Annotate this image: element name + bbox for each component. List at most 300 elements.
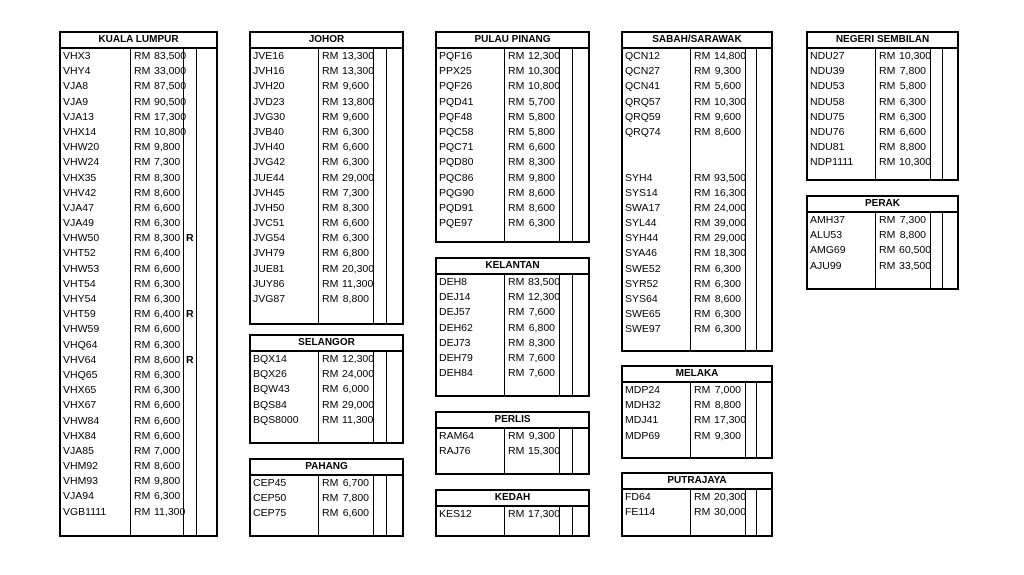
price: 13,800: [342, 95, 375, 108]
currency-label: RM: [134, 308, 151, 321]
plate-number: FE114: [625, 506, 656, 519]
price: 17,300: [528, 508, 561, 520]
plate-number: QCN12: [625, 50, 661, 62]
plate-number: SYS64: [625, 293, 658, 305]
plate-number: PQD80: [439, 156, 474, 169]
plate-row: [61, 186, 216, 201]
plate-number: SYS14: [625, 186, 658, 199]
price: 93,500: [714, 171, 747, 184]
section-perlis: [435, 411, 590, 475]
plate-row: [437, 64, 588, 79]
plate-row: [61, 201, 216, 216]
currency-label: RM: [134, 429, 151, 442]
price: 6,300: [154, 217, 181, 230]
plate-row: [251, 506, 402, 521]
plate-row: [623, 186, 771, 201]
plate-row: [437, 95, 588, 110]
plate-row: [808, 259, 957, 274]
plate-row: [61, 64, 216, 79]
section-title: PUTRAJAYA: [623, 474, 771, 490]
currency-label: RM: [508, 367, 525, 380]
currency-label: RM: [694, 384, 711, 396]
plate-row: [808, 64, 957, 79]
currency-label: RM: [134, 50, 151, 62]
plate-row: [61, 489, 216, 504]
plate-number: PPX25: [439, 65, 472, 78]
plate-number: VJA85: [63, 444, 94, 457]
currency-label: RM: [694, 186, 711, 199]
plate-number: VGB1111: [63, 505, 107, 518]
plate-number: VJA49: [63, 217, 94, 230]
currency-label: RM: [322, 277, 339, 290]
plate-row: [251, 79, 402, 94]
plate-row: [251, 201, 402, 216]
currency-label: RM: [322, 413, 339, 426]
price: 6,400: [154, 247, 181, 260]
currency-label: RM: [508, 95, 525, 108]
price: 8,600: [528, 186, 555, 199]
currency-label: RM: [694, 506, 711, 519]
plate-row: [251, 352, 402, 367]
currency-label: RM: [508, 156, 525, 169]
plate-row: [251, 246, 402, 261]
plate-row: [437, 125, 588, 140]
currency-label: RM: [134, 414, 151, 427]
plate-number: VHT54: [63, 277, 96, 290]
plate-row: [623, 383, 771, 398]
currency-label: RM: [879, 80, 896, 93]
price: 15,300: [528, 445, 561, 458]
blank-row: [623, 140, 771, 155]
section-title: KEDAH: [437, 491, 588, 507]
plate-row: [61, 246, 216, 261]
plate-row: [61, 474, 216, 489]
price: 9,600: [714, 110, 741, 123]
plate-number: VHW84: [63, 414, 100, 427]
currency-label: RM: [694, 232, 711, 245]
plate-row: [437, 366, 588, 381]
section-johor: [249, 31, 404, 325]
plate-number: BQS8000: [253, 413, 299, 426]
price: 7,300: [342, 186, 369, 199]
section-title: NEGERI SEMBILAN: [808, 33, 957, 49]
price: 33,000: [154, 65, 187, 78]
price: 6,300: [714, 277, 741, 290]
plate-row: [61, 338, 216, 353]
plate-row: [437, 186, 588, 201]
currency-label: RM: [134, 171, 151, 184]
plate-row: [61, 444, 216, 459]
reserved-flag: R: [186, 353, 194, 366]
currency-label: RM: [134, 125, 151, 138]
section-kedah: [435, 489, 590, 537]
plate-row: [437, 305, 588, 320]
currency-label: RM: [694, 50, 711, 62]
plate-row: [61, 459, 216, 474]
price: 8,300: [528, 156, 555, 169]
currency-label: RM: [322, 368, 339, 381]
section-title: SABAH/SARAWAK: [623, 33, 771, 49]
price: 6,300: [154, 490, 181, 503]
plate-row: [623, 413, 771, 428]
price: 13,300: [342, 65, 375, 78]
plate-number: CEP75: [253, 507, 287, 520]
plate-row: [623, 79, 771, 94]
plate-row: [623, 110, 771, 125]
currency-label: RM: [322, 477, 339, 489]
currency-label: RM: [694, 171, 711, 184]
currency-label: RM: [322, 141, 339, 154]
plate-row: [61, 383, 216, 398]
price: 9,300: [528, 430, 555, 442]
plate-row: [623, 216, 771, 231]
currency-label: RM: [694, 262, 711, 275]
plate-number: JVD23: [253, 95, 285, 108]
price: 9,800: [154, 141, 181, 154]
currency-label: RM: [134, 156, 151, 169]
currency-label: RM: [134, 232, 151, 245]
price: 7,600: [528, 367, 555, 380]
plate-row: [61, 125, 216, 140]
price: 8,800: [899, 229, 926, 242]
price: 5,800: [899, 80, 926, 93]
plate-number: QRQ57: [625, 95, 661, 108]
currency-label: RM: [508, 65, 525, 78]
section-pulau-pinang: [435, 31, 590, 243]
plate-number: VHT52: [63, 247, 96, 260]
currency-label: RM: [322, 217, 339, 230]
plate-number: DEH8: [439, 276, 468, 288]
plate-number: DEH79: [439, 351, 473, 364]
price: 8,800: [899, 141, 926, 154]
plate-number: VHV42: [63, 186, 97, 199]
plate-number: VHW53: [63, 262, 100, 275]
price: 6,300: [154, 368, 181, 381]
plate-row: [437, 110, 588, 125]
plate-number: VJA8: [63, 80, 89, 93]
plate-number: AMG69: [810, 244, 846, 257]
plate-number: DEH84: [439, 367, 473, 380]
price: 5,700: [528, 95, 555, 108]
currency-label: RM: [694, 277, 711, 290]
plate-number: NDU81: [810, 141, 845, 154]
plate-row: [61, 231, 216, 246]
price: 7,300: [899, 214, 926, 226]
price: 16,300: [714, 186, 747, 199]
price: 7,300: [154, 156, 181, 169]
price: 8,300: [154, 171, 181, 184]
plate-row: [61, 140, 216, 155]
plate-number: VJA13: [63, 110, 94, 123]
price: 5,800: [528, 125, 555, 138]
plate-row: [808, 228, 957, 243]
currency-label: RM: [508, 336, 525, 349]
plate-number: JVG30: [253, 110, 286, 123]
plate-number: VHX84: [63, 429, 97, 442]
plate-row: [623, 231, 771, 246]
currency-label: RM: [322, 186, 339, 199]
price: 33,500: [899, 259, 932, 272]
currency-label: RM: [508, 508, 525, 520]
plate-number: VHW24: [63, 156, 100, 169]
currency-label: RM: [694, 414, 711, 427]
currency-label: RM: [508, 110, 525, 123]
plate-row: [623, 307, 771, 322]
plate-number: VHX67: [63, 399, 97, 412]
plate-number: DEJ57: [439, 306, 471, 319]
plate-row: [808, 140, 957, 155]
plate-row: [623, 262, 771, 277]
currency-label: RM: [694, 323, 711, 336]
currency-label: RM: [694, 80, 711, 93]
plate-number: DEJ73: [439, 336, 471, 349]
currency-label: RM: [879, 50, 896, 62]
plate-row: [61, 110, 216, 125]
price: 24,000: [714, 201, 747, 214]
plate-number: NDU27: [810, 50, 845, 62]
price: 8,600: [714, 293, 741, 305]
price: 90,500: [154, 95, 187, 108]
currency-label: RM: [508, 80, 525, 93]
plate-number: JUY86: [253, 277, 285, 290]
price: 60,500: [899, 244, 932, 257]
currency-label: RM: [508, 321, 525, 334]
plate-number: VJA9: [63, 95, 89, 108]
plate-number: BQX26: [253, 368, 287, 381]
price: 6,600: [154, 262, 181, 275]
plate-row: [623, 277, 771, 292]
plate-row: [623, 246, 771, 261]
plate-number: PQE97: [439, 217, 473, 230]
price: 6,700: [342, 477, 369, 489]
currency-label: RM: [322, 232, 339, 245]
plate-number: PQD91: [439, 201, 474, 214]
section-kelantan: [435, 257, 590, 397]
price: 6,300: [154, 293, 181, 305]
plate-number: JVG54: [253, 232, 286, 245]
plate-row: [623, 505, 771, 520]
currency-label: RM: [322, 247, 339, 260]
price: 18,300: [714, 247, 747, 260]
price: 20,300: [342, 262, 375, 275]
currency-label: RM: [134, 277, 151, 290]
plate-row: [61, 155, 216, 170]
plate-number: MDJ41: [625, 414, 659, 427]
plate-number: PQC86: [439, 171, 474, 184]
plate-number: SWA17: [625, 201, 661, 214]
currency-label: RM: [508, 351, 525, 364]
price: 6,300: [154, 384, 181, 397]
price: 5,800: [528, 110, 555, 123]
plate-row: [623, 95, 771, 110]
price: 9,800: [528, 171, 555, 184]
plate-row: [437, 155, 588, 170]
plate-row: [437, 49, 588, 64]
currency-label: RM: [322, 156, 339, 169]
plate-number: NDU58: [810, 95, 845, 108]
currency-label: RM: [134, 475, 151, 488]
price: 14,800: [714, 50, 747, 62]
currency-label: RM: [879, 95, 896, 108]
plate-row: [61, 95, 216, 110]
currency-label: RM: [879, 259, 896, 272]
plate-number: NDU75: [810, 110, 845, 123]
price: 9,600: [342, 110, 369, 123]
plate-row: [61, 429, 216, 444]
price: 6,000: [342, 383, 369, 396]
section-title: MELAKA: [623, 367, 771, 383]
price: 5,600: [714, 80, 741, 93]
plate-row: [437, 321, 588, 336]
plate-number: QCN41: [625, 80, 661, 93]
plate-number: QRQ74: [625, 125, 661, 138]
plate-number: VHT59: [63, 308, 96, 321]
plate-number: QCN27: [625, 65, 661, 78]
plate-number: PQF26: [439, 80, 473, 93]
currency-label: RM: [694, 65, 711, 78]
plate-row: [251, 125, 402, 140]
section-title: KUALA LUMPUR: [61, 33, 216, 49]
section-title: PAHANG: [251, 460, 402, 476]
price: 12,300: [528, 291, 561, 304]
price: 6,600: [528, 141, 555, 154]
price: 8,600: [154, 353, 181, 366]
price: 13,300: [342, 50, 375, 62]
currency-label: RM: [322, 398, 339, 411]
currency-label: RM: [134, 110, 151, 123]
plate-number: CEP45: [253, 477, 287, 489]
plate-row: [623, 49, 771, 64]
price: 12,300: [528, 50, 561, 62]
plate-row: [61, 292, 216, 307]
plate-row: [437, 336, 588, 351]
currency-label: RM: [322, 353, 339, 365]
currency-label: RM: [879, 141, 896, 154]
section-negeri-sembilan: [806, 31, 959, 181]
plate-number: MDP69: [625, 429, 661, 442]
plate-number: PQC58: [439, 125, 474, 138]
plate-row: [61, 277, 216, 292]
price: 8,800: [714, 399, 741, 412]
price: 6,300: [154, 277, 181, 290]
plate-row: [623, 490, 771, 505]
section-title: JOHOR: [251, 33, 402, 49]
plate-row: [251, 171, 402, 186]
section-melaka: [621, 365, 773, 459]
plate-number: JVG87: [253, 293, 286, 305]
plate-number: SWE65: [625, 308, 661, 321]
plate-row: [437, 290, 588, 305]
price: 7,600: [528, 306, 555, 319]
plate-row: [437, 171, 588, 186]
section-selangor: [249, 334, 404, 444]
plate-number: NDU76: [810, 125, 845, 138]
currency-label: RM: [134, 384, 151, 397]
plate-row: [251, 277, 402, 292]
plate-number: RAJ76: [439, 445, 471, 458]
plate-number: NDU39: [810, 65, 845, 78]
section-title: KELANTAN: [437, 259, 588, 275]
section-pahang: [249, 458, 404, 537]
price: 6,300: [154, 338, 181, 351]
price: 6,300: [528, 217, 555, 230]
currency-label: RM: [694, 308, 711, 321]
currency-label: RM: [322, 65, 339, 78]
plate-row: [61, 398, 216, 413]
plate-row: [251, 216, 402, 231]
currency-label: RM: [879, 229, 896, 242]
currency-label: RM: [322, 492, 339, 505]
reserved-flag: R: [186, 308, 194, 321]
currency-label: RM: [134, 444, 151, 457]
section-title: PERLIS: [437, 413, 588, 429]
plate-row: [437, 444, 588, 459]
plate-number: DEH62: [439, 321, 473, 334]
blank-row: [623, 155, 771, 170]
price: 20,300: [714, 491, 747, 503]
plate-row: [808, 79, 957, 94]
section-perak: [806, 195, 959, 290]
currency-label: RM: [694, 429, 711, 442]
currency-label: RM: [134, 353, 151, 366]
plate-number: VHV64: [63, 353, 97, 366]
plate-number: VHX14: [63, 125, 97, 138]
currency-label: RM: [322, 293, 339, 305]
price: 6,300: [342, 156, 369, 169]
plate-row: [437, 140, 588, 155]
price: 17,300: [154, 110, 187, 123]
plate-number: JVH16: [253, 65, 285, 78]
price: 8,800: [342, 293, 369, 305]
currency-label: RM: [694, 110, 711, 123]
price: 7,000: [714, 384, 741, 396]
currency-label: RM: [134, 490, 151, 503]
currency-label: RM: [134, 80, 151, 93]
section-sabah-sarawak: [621, 31, 773, 352]
plate-number: SYA46: [625, 247, 657, 260]
currency-label: RM: [322, 110, 339, 123]
plate-row: [251, 491, 402, 506]
plate-row: [623, 322, 771, 337]
plate-row: [437, 429, 588, 444]
price: 10,300: [714, 95, 747, 108]
plate-row: [808, 243, 957, 258]
price: 87,500: [154, 80, 187, 93]
price: 10,800: [528, 80, 561, 93]
price: 6,600: [899, 125, 926, 138]
plate-number: VHY54: [63, 293, 97, 305]
price: 6,800: [342, 247, 369, 260]
currency-label: RM: [508, 291, 525, 304]
plate-row: [251, 262, 402, 277]
price: 6,600: [342, 217, 369, 230]
price: 8,600: [528, 201, 555, 214]
plate-row: [437, 201, 588, 216]
currency-label: RM: [134, 323, 151, 336]
price: 10,300: [899, 50, 932, 62]
plate-row: [437, 351, 588, 366]
currency-label: RM: [322, 50, 339, 62]
price: 10,300: [899, 156, 932, 169]
currency-label: RM: [134, 186, 151, 199]
plate-row: [251, 186, 402, 201]
currency-label: RM: [322, 171, 339, 184]
plate-row: [437, 275, 588, 290]
currency-label: RM: [694, 399, 711, 412]
plate-row: [251, 398, 402, 413]
plate-number: RAM64: [439, 430, 475, 442]
price: 6,300: [342, 232, 369, 245]
